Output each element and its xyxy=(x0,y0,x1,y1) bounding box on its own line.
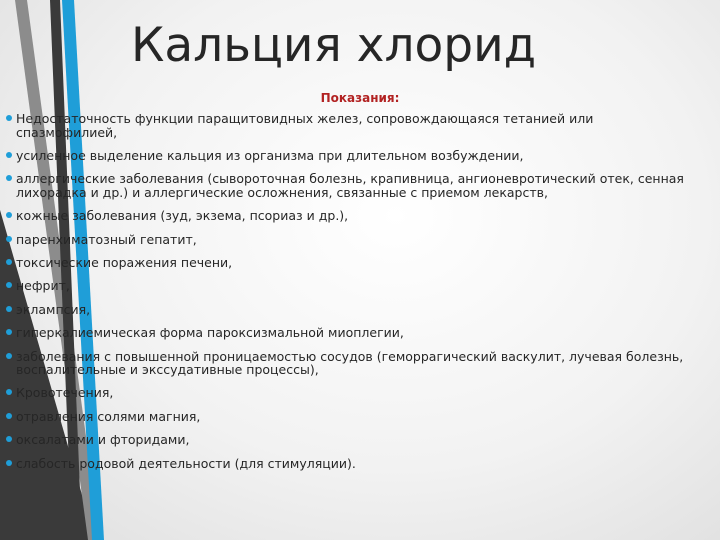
list-item-text: гиперкалиемическая форма пароксизмальной миоплегии, xyxy=(16,325,404,341)
list-item-text: усиленное выделение кальция из организма при длительном возбуждении, xyxy=(16,147,524,163)
indications-list xyxy=(6,112,696,480)
list-item-text: Кровотечения, xyxy=(16,385,114,401)
list-item-text: оксалатами и фторидами, xyxy=(16,432,190,448)
bullet-icon xyxy=(6,236,12,242)
slide-title: Кальция хлорид xyxy=(131,18,537,73)
list-item-text: кожные заболевания (зуд, экзема, псориаз и др.), xyxy=(16,208,349,224)
list-item xyxy=(6,209,696,223)
list-item-text: заболевания с повышенной проницаемостью сосудов (геморрагический васкулит, лучевая болезнь, воспалительные и экссудативные процессы), xyxy=(16,348,684,378)
list-item-text: паренхиматозный гепатит, xyxy=(16,231,197,247)
list-item xyxy=(6,326,696,340)
bullet-icon xyxy=(6,306,12,312)
list-item-text: аллергические заболевания (сывороточная болезнь, крапивница, ангионевротический отек, сенная лихорадка и др.) и аллергические осложнения, связанные с приемом лекарств, xyxy=(16,171,684,200)
bullet-icon xyxy=(6,329,12,335)
list-item xyxy=(6,410,696,424)
list-item xyxy=(6,433,696,447)
list-item xyxy=(6,350,696,377)
bullet-icon xyxy=(6,389,12,395)
bullet-icon xyxy=(6,212,12,218)
bullet-icon xyxy=(6,460,12,466)
bullet-icon xyxy=(6,175,12,181)
list-item-text: слабость родовой деятельности (для стимуляции). xyxy=(16,455,356,471)
list-item xyxy=(6,233,696,247)
bullet-icon xyxy=(6,282,12,288)
list-item xyxy=(6,149,696,163)
list-item xyxy=(6,112,696,139)
bullet-icon xyxy=(6,413,12,419)
list-item xyxy=(6,303,696,317)
bullet-icon xyxy=(6,115,12,121)
list-item xyxy=(6,256,696,270)
bullet-icon xyxy=(6,152,12,158)
list-item-text: нефрит, xyxy=(16,278,70,294)
bullet-icon xyxy=(6,259,12,265)
list-item-text: Недостаточность функции паращитовидных желез, сопровождающаяся тетанией или спазмофилией, xyxy=(16,111,594,140)
list-item-text: токсические поражения печени, xyxy=(16,254,233,270)
bullet-icon xyxy=(6,436,12,442)
list-item xyxy=(6,457,696,471)
list-item xyxy=(6,386,696,400)
bullet-icon xyxy=(6,353,12,359)
list-item xyxy=(6,172,696,199)
list-item-text: эклампсия, xyxy=(16,301,91,317)
list-item-text: отравления солями магния, xyxy=(16,408,201,424)
slide-subtitle: Показания: xyxy=(320,91,400,105)
list-item xyxy=(6,279,696,293)
